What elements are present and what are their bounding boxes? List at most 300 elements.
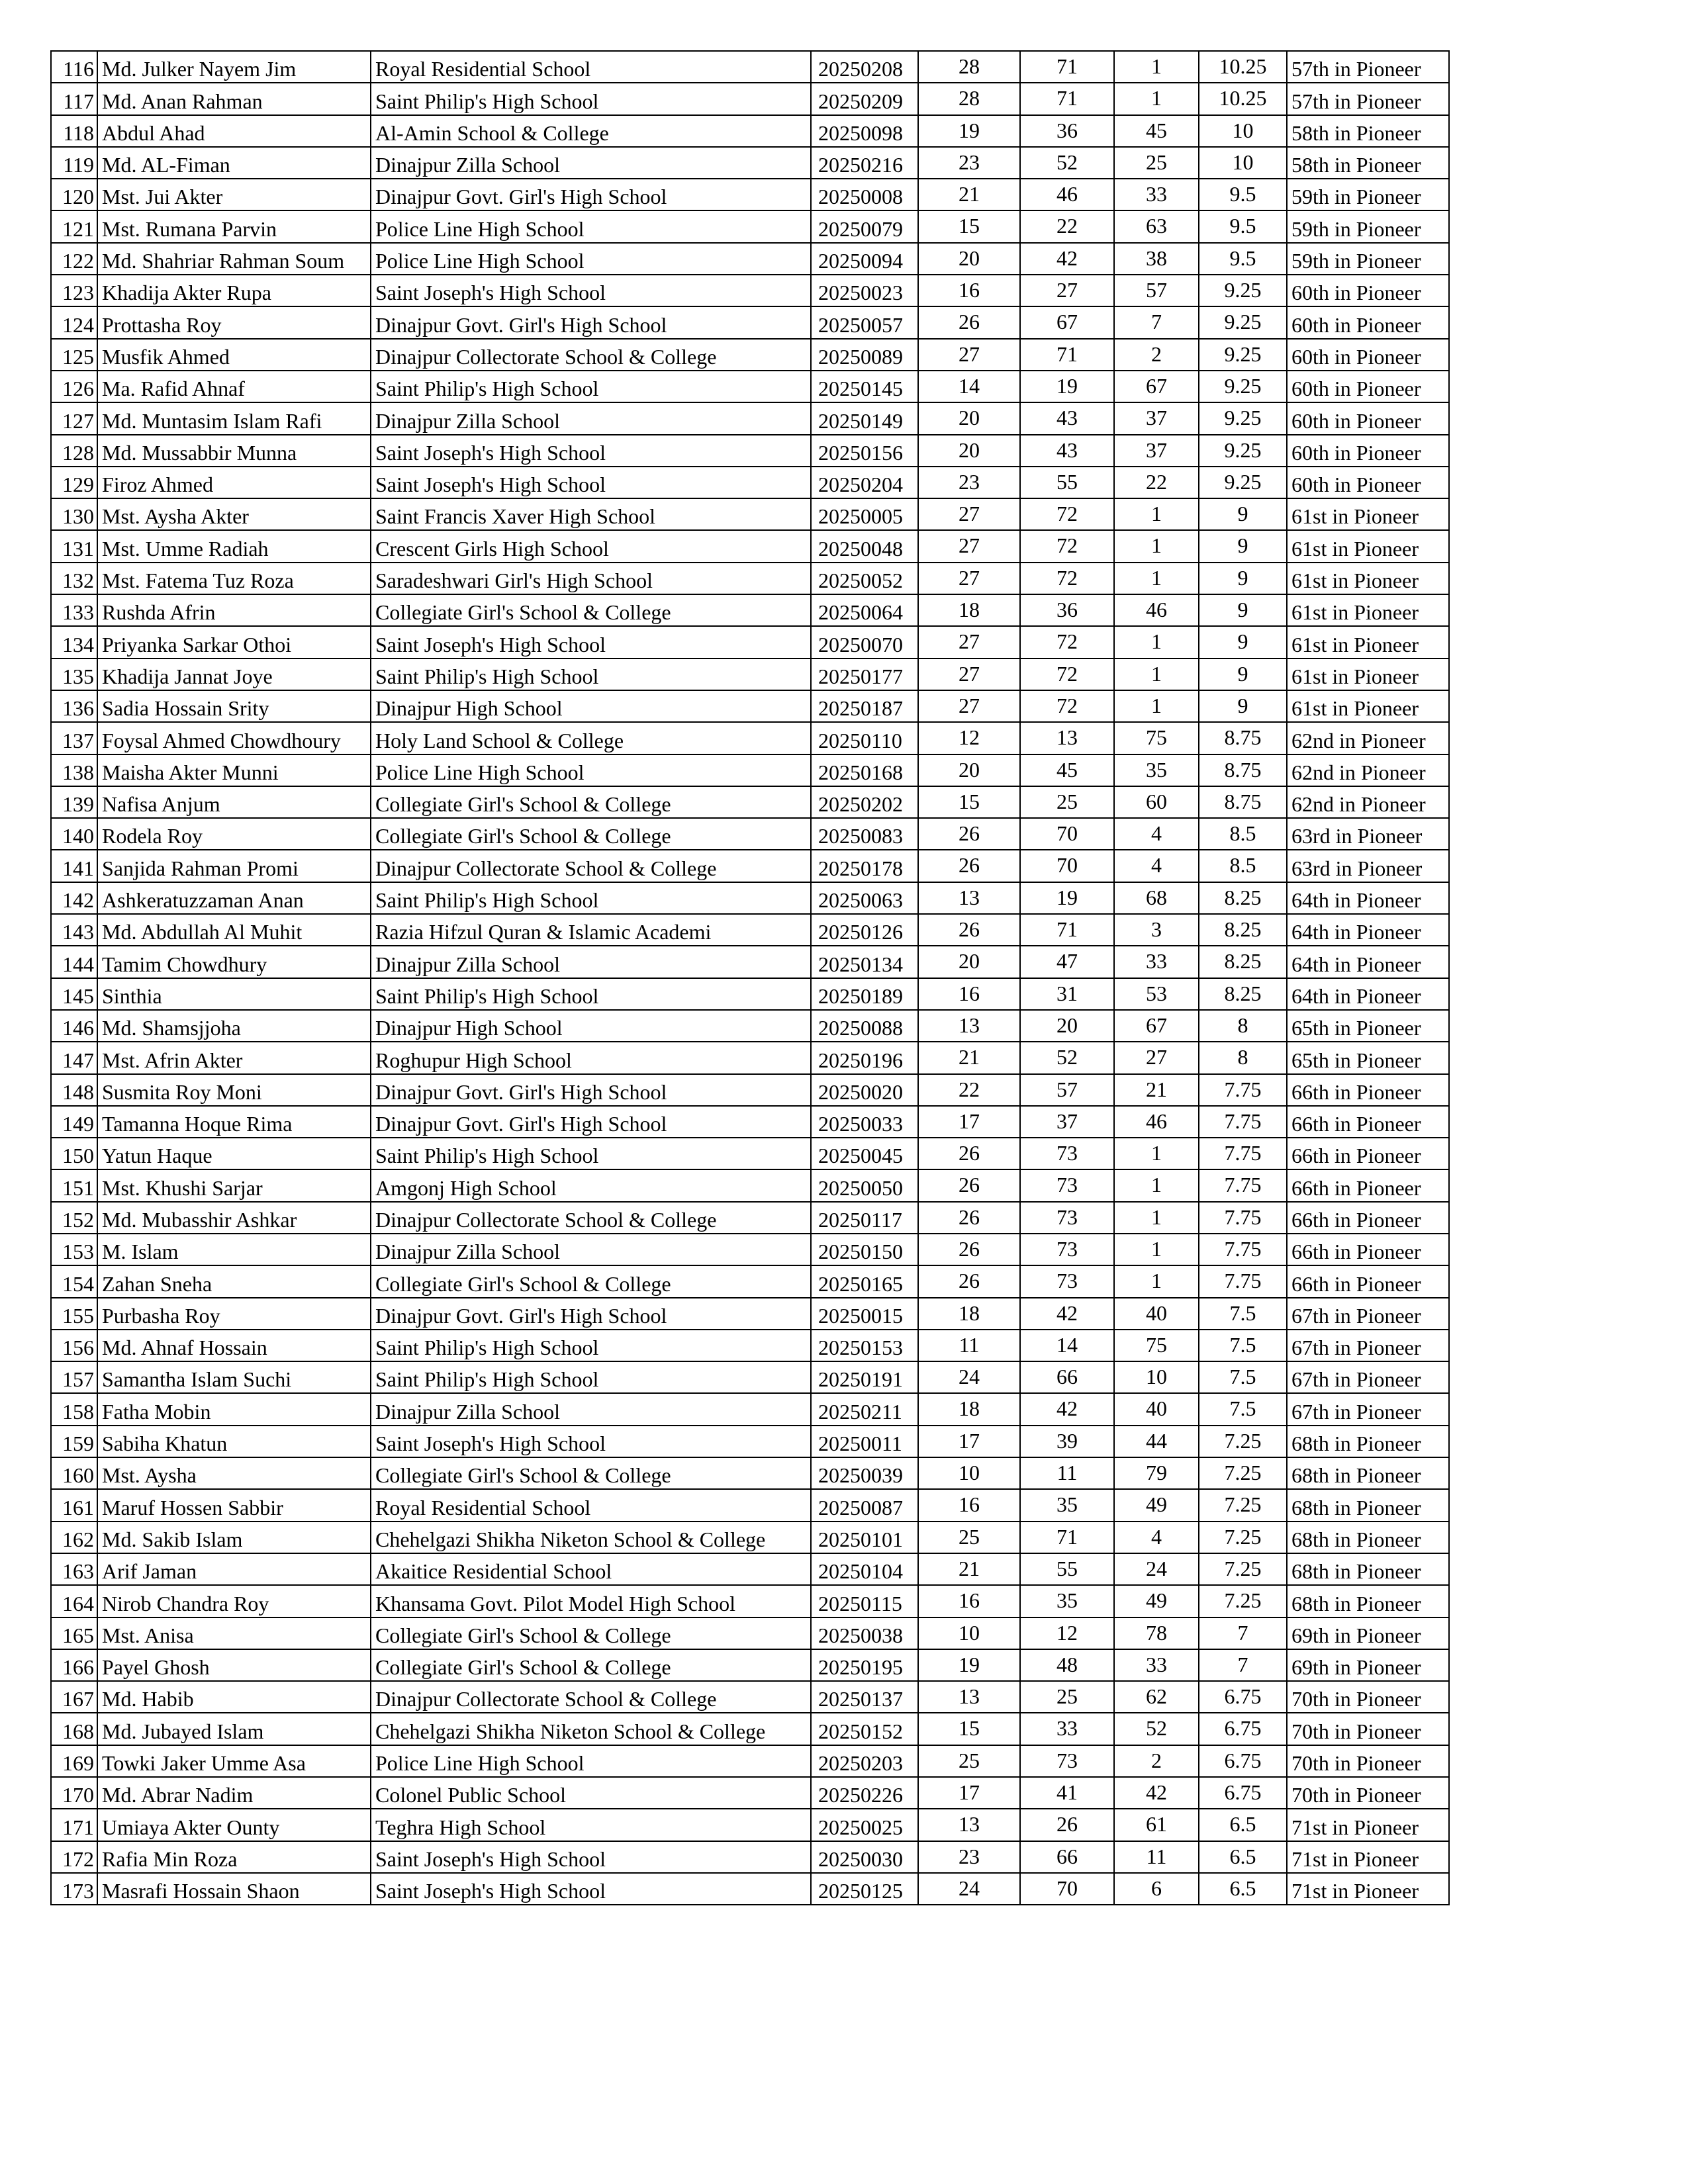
skipped-count-cell: 79 <box>1114 1457 1199 1489</box>
roll-id-cell: 20250030 <box>811 1841 918 1873</box>
school-name-cell: Saint Philip's High School <box>371 659 811 690</box>
score-cell: 6.5 <box>1199 1841 1287 1873</box>
roll-id-cell: 20250153 <box>811 1330 918 1361</box>
table-row <box>51 1393 1449 1425</box>
skipped-count-cell: 6 <box>1114 1873 1199 1905</box>
serial-cell: 121 <box>51 210 97 242</box>
correct-count-cell: 17 <box>918 1426 1020 1457</box>
roll-id-cell: 20250196 <box>811 1042 918 1073</box>
skipped-count-cell: 1 <box>1114 690 1199 722</box>
roll-id-cell: 20250165 <box>811 1265 918 1297</box>
position-cell: 71st in Pioneer <box>1287 1841 1449 1873</box>
table-row <box>51 659 1449 690</box>
correct-count-cell: 26 <box>918 1202 1020 1234</box>
serial-cell: 129 <box>51 467 97 498</box>
score-cell: 10 <box>1199 147 1287 179</box>
skipped-count-cell: 10 <box>1114 1361 1199 1393</box>
correct-count-cell: 13 <box>918 882 1020 914</box>
position-cell: 60th in Pioneer <box>1287 275 1449 306</box>
wrong-count-cell: 73 <box>1020 1745 1114 1777</box>
roll-id-cell: 20250052 <box>811 563 918 594</box>
student-name-cell: Musfik Ahmed <box>97 339 371 371</box>
student-name-cell: Umiaya Akter Ounty <box>97 1809 371 1841</box>
correct-count-cell: 27 <box>918 339 1020 371</box>
score-cell: 6.75 <box>1199 1681 1287 1713</box>
serial-cell: 134 <box>51 626 97 658</box>
serial-cell: 172 <box>51 1841 97 1873</box>
score-cell: 8.25 <box>1199 914 1287 946</box>
student-name-cell: Md. Sakib Islam <box>97 1522 371 1553</box>
table-row <box>51 115 1449 147</box>
table-row <box>51 467 1449 498</box>
position-cell: 60th in Pioneer <box>1287 371 1449 402</box>
school-name-cell: Collegiate Girl's School & College <box>371 786 811 818</box>
position-cell: 66th in Pioneer <box>1287 1169 1449 1201</box>
serial-cell: 150 <box>51 1138 97 1169</box>
roll-id-cell: 20250202 <box>811 786 918 818</box>
school-name-cell: Dinajpur Collectorate School & College <box>371 850 811 882</box>
school-name-cell: Chehelgazi Shikha Niketon School & College <box>371 1713 811 1745</box>
roll-id-cell: 20250216 <box>811 147 918 179</box>
position-cell: 61st in Pioneer <box>1287 563 1449 594</box>
score-cell: 7.25 <box>1199 1553 1287 1585</box>
score-cell: 9.25 <box>1199 306 1287 338</box>
skipped-count-cell: 44 <box>1114 1426 1199 1457</box>
student-name-cell: Foysal Ahmed Chowdhoury <box>97 722 371 754</box>
table-row <box>51 563 1449 594</box>
correct-count-cell: 19 <box>918 1649 1020 1681</box>
skipped-count-cell: 2 <box>1114 1745 1199 1777</box>
correct-count-cell: 14 <box>918 371 1020 402</box>
skipped-count-cell: 21 <box>1114 1074 1199 1106</box>
roll-id-cell: 20250178 <box>811 850 918 882</box>
table-row <box>51 371 1449 402</box>
wrong-count-cell: 47 <box>1020 946 1114 978</box>
score-cell: 9.5 <box>1199 210 1287 242</box>
student-name-cell: Md. Ahnaf Hossain <box>97 1330 371 1361</box>
table-row <box>51 754 1449 786</box>
skipped-count-cell: 60 <box>1114 786 1199 818</box>
table-row <box>51 83 1449 114</box>
wrong-count-cell: 72 <box>1020 626 1114 658</box>
position-cell: 61st in Pioneer <box>1287 690 1449 722</box>
school-name-cell: Collegiate Girl's School & College <box>371 1265 811 1297</box>
skipped-count-cell: 46 <box>1114 1106 1199 1138</box>
skipped-count-cell: 37 <box>1114 435 1199 467</box>
roll-id-cell: 20250168 <box>811 754 918 786</box>
school-name-cell: Saint Joseph's High School <box>371 1426 811 1457</box>
position-cell: 68th in Pioneer <box>1287 1585 1449 1617</box>
serial-cell: 143 <box>51 914 97 946</box>
student-name-cell: Mst. Aysha Akter <box>97 498 371 530</box>
school-name-cell: Saint Philip's High School <box>371 978 811 1010</box>
wrong-count-cell: 72 <box>1020 690 1114 722</box>
table-row <box>51 1841 1449 1873</box>
serial-cell: 117 <box>51 83 97 114</box>
school-name-cell: Dinajpur High School <box>371 690 811 722</box>
skipped-count-cell: 22 <box>1114 467 1199 498</box>
score-cell: 8.75 <box>1199 754 1287 786</box>
position-cell: 66th in Pioneer <box>1287 1234 1449 1265</box>
skipped-count-cell: 33 <box>1114 946 1199 978</box>
position-cell: 61st in Pioneer <box>1287 498 1449 530</box>
wrong-count-cell: 42 <box>1020 1298 1114 1330</box>
correct-count-cell: 16 <box>918 1489 1020 1521</box>
correct-count-cell: 15 <box>918 786 1020 818</box>
skipped-count-cell: 1 <box>1114 51 1199 83</box>
roll-id-cell: 20250083 <box>811 818 918 850</box>
wrong-count-cell: 25 <box>1020 1681 1114 1713</box>
student-name-cell: Maruf Hossen Sabbir <box>97 1489 371 1521</box>
student-name-cell: Mst. Umme Radiah <box>97 530 371 562</box>
table-row <box>51 1169 1449 1201</box>
position-cell: 61st in Pioneer <box>1287 594 1449 626</box>
student-name-cell: Mst. Fatema Tuz Roza <box>97 563 371 594</box>
school-name-cell: Dinajpur Govt. Girl's High School <box>371 179 811 210</box>
position-cell: 57th in Pioneer <box>1287 83 1449 114</box>
serial-cell: 153 <box>51 1234 97 1265</box>
score-cell: 7 <box>1199 1649 1287 1681</box>
skipped-count-cell: 49 <box>1114 1489 1199 1521</box>
table-row <box>51 1234 1449 1265</box>
serial-cell: 156 <box>51 1330 97 1361</box>
school-name-cell: Saint Francis Xaver High School <box>371 498 811 530</box>
wrong-count-cell: 52 <box>1020 147 1114 179</box>
table-row <box>51 1330 1449 1361</box>
skipped-count-cell: 78 <box>1114 1617 1199 1649</box>
correct-count-cell: 26 <box>918 1169 1020 1201</box>
serial-cell: 140 <box>51 818 97 850</box>
skipped-count-cell: 38 <box>1114 243 1199 275</box>
position-cell: 59th in Pioneer <box>1287 210 1449 242</box>
table-row <box>51 210 1449 242</box>
school-name-cell: Dinajpur Govt. Girl's High School <box>371 306 811 338</box>
score-cell: 7.5 <box>1199 1361 1287 1393</box>
correct-count-cell: 13 <box>918 1010 1020 1042</box>
roll-id-cell: 20250025 <box>811 1809 918 1841</box>
wrong-count-cell: 73 <box>1020 1234 1114 1265</box>
correct-count-cell: 20 <box>918 946 1020 978</box>
score-cell: 8.5 <box>1199 818 1287 850</box>
serial-cell: 149 <box>51 1106 97 1138</box>
serial-cell: 119 <box>51 147 97 179</box>
wrong-count-cell: 46 <box>1020 179 1114 210</box>
serial-cell: 158 <box>51 1393 97 1425</box>
roll-id-cell: 20250050 <box>811 1169 918 1201</box>
position-cell: 60th in Pioneer <box>1287 402 1449 434</box>
correct-count-cell: 10 <box>918 1617 1020 1649</box>
serial-cell: 157 <box>51 1361 97 1393</box>
serial-cell: 173 <box>51 1873 97 1905</box>
school-name-cell: Saint Philip's High School <box>371 1330 811 1361</box>
table-row <box>51 1426 1449 1457</box>
wrong-count-cell: 71 <box>1020 1522 1114 1553</box>
table-row <box>51 435 1449 467</box>
roll-id-cell: 20250191 <box>811 1361 918 1393</box>
student-name-cell: Rodela Roy <box>97 818 371 850</box>
school-name-cell: Saint Joseph's High School <box>371 435 811 467</box>
wrong-count-cell: 55 <box>1020 1553 1114 1585</box>
skipped-count-cell: 1 <box>1114 1234 1199 1265</box>
student-name-cell: Khadija Akter Rupa <box>97 275 371 306</box>
school-name-cell: Saradeshwari Girl's High School <box>371 563 811 594</box>
score-cell: 9.25 <box>1199 402 1287 434</box>
skipped-count-cell: 1 <box>1114 1169 1199 1201</box>
school-name-cell: Saint Joseph's High School <box>371 275 811 306</box>
roll-id-cell: 20250008 <box>811 179 918 210</box>
skipped-count-cell: 75 <box>1114 722 1199 754</box>
table-row <box>51 1522 1449 1553</box>
score-cell: 9 <box>1199 626 1287 658</box>
roll-id-cell: 20250150 <box>811 1234 918 1265</box>
roll-id-cell: 20250204 <box>811 467 918 498</box>
serial-cell: 147 <box>51 1042 97 1073</box>
roll-id-cell: 20250064 <box>811 594 918 626</box>
table-row <box>51 818 1449 850</box>
correct-count-cell: 15 <box>918 1713 1020 1745</box>
school-name-cell: Dinajpur Govt. Girl's High School <box>371 1074 811 1106</box>
position-cell: 61st in Pioneer <box>1287 659 1449 690</box>
score-cell: 10.25 <box>1199 51 1287 83</box>
skipped-count-cell: 3 <box>1114 914 1199 946</box>
skipped-count-cell: 4 <box>1114 850 1199 882</box>
correct-count-cell: 18 <box>918 1393 1020 1425</box>
roll-id-cell: 20250117 <box>811 1202 918 1234</box>
serial-cell: 133 <box>51 594 97 626</box>
score-cell: 8.75 <box>1199 722 1287 754</box>
student-name-cell: Nafisa Anjum <box>97 786 371 818</box>
wrong-count-cell: 72 <box>1020 498 1114 530</box>
table-row <box>51 1681 1449 1713</box>
roll-id-cell: 20250137 <box>811 1681 918 1713</box>
correct-count-cell: 25 <box>918 1745 1020 1777</box>
wrong-count-cell: 66 <box>1020 1361 1114 1393</box>
school-name-cell: Collegiate Girl's School & College <box>371 594 811 626</box>
table-row <box>51 1873 1449 1905</box>
serial-cell: 141 <box>51 850 97 882</box>
school-name-cell: Dinajpur Collectorate School & College <box>371 339 811 371</box>
skipped-count-cell: 61 <box>1114 1809 1199 1841</box>
student-name-cell: Samantha Islam Suchi <box>97 1361 371 1393</box>
serial-cell: 118 <box>51 115 97 147</box>
skipped-count-cell: 2 <box>1114 339 1199 371</box>
table-row <box>51 1585 1449 1617</box>
position-cell: 65th in Pioneer <box>1287 1042 1449 1073</box>
student-name-cell: Mst. Afrin Akter <box>97 1042 371 1073</box>
skipped-count-cell: 4 <box>1114 1522 1199 1553</box>
student-name-cell: Md. Anan Rahman <box>97 83 371 114</box>
table-row <box>51 530 1449 562</box>
position-cell: 69th in Pioneer <box>1287 1649 1449 1681</box>
serial-cell: 152 <box>51 1202 97 1234</box>
table-row <box>51 275 1449 306</box>
serial-cell: 146 <box>51 1010 97 1042</box>
serial-cell: 137 <box>51 722 97 754</box>
position-cell: 66th in Pioneer <box>1287 1074 1449 1106</box>
serial-cell: 166 <box>51 1649 97 1681</box>
roll-id-cell: 20250189 <box>811 978 918 1010</box>
student-name-cell: Md. Julker Nayem Jim <box>97 51 371 83</box>
student-name-cell: Mst. Jui Akter <box>97 179 371 210</box>
correct-count-cell: 26 <box>918 850 1020 882</box>
roll-id-cell: 20250126 <box>811 914 918 946</box>
score-cell: 8 <box>1199 1010 1287 1042</box>
score-cell: 6.75 <box>1199 1745 1287 1777</box>
score-cell: 9.25 <box>1199 275 1287 306</box>
position-cell: 68th in Pioneer <box>1287 1489 1449 1521</box>
roll-id-cell: 20250110 <box>811 722 918 754</box>
serial-cell: 159 <box>51 1426 97 1457</box>
table-row <box>51 498 1449 530</box>
wrong-count-cell: 70 <box>1020 1873 1114 1905</box>
school-name-cell: Collegiate Girl's School & College <box>371 1457 811 1489</box>
skipped-count-cell: 1 <box>1114 1202 1199 1234</box>
serial-cell: 148 <box>51 1074 97 1106</box>
wrong-count-cell: 72 <box>1020 530 1114 562</box>
wrong-count-cell: 19 <box>1020 882 1114 914</box>
correct-count-cell: 26 <box>918 306 1020 338</box>
serial-cell: 131 <box>51 530 97 562</box>
skipped-count-cell: 1 <box>1114 498 1199 530</box>
roll-id-cell: 20250134 <box>811 946 918 978</box>
wrong-count-cell: 66 <box>1020 1841 1114 1873</box>
table-row <box>51 914 1449 946</box>
student-name-cell: Firoz Ahmed <box>97 467 371 498</box>
score-cell: 8.5 <box>1199 850 1287 882</box>
score-cell: 7.75 <box>1199 1169 1287 1201</box>
score-cell: 7.75 <box>1199 1106 1287 1138</box>
position-cell: 70th in Pioneer <box>1287 1777 1449 1809</box>
wrong-count-cell: 36 <box>1020 115 1114 147</box>
roll-id-cell: 20250079 <box>811 210 918 242</box>
table-row <box>51 243 1449 275</box>
school-name-cell: Collegiate Girl's School & College <box>371 818 811 850</box>
wrong-count-cell: 36 <box>1020 594 1114 626</box>
score-cell: 9.5 <box>1199 179 1287 210</box>
table-row <box>51 1489 1449 1521</box>
score-cell: 6.75 <box>1199 1777 1287 1809</box>
roll-id-cell: 20250203 <box>811 1745 918 1777</box>
score-cell: 9 <box>1199 659 1287 690</box>
student-name-cell: Ashkeratuzzaman Anan <box>97 882 371 914</box>
correct-count-cell: 26 <box>918 1265 1020 1297</box>
table-row <box>51 1713 1449 1745</box>
student-name-cell: Khadija Jannat Joye <box>97 659 371 690</box>
serial-cell: 132 <box>51 563 97 594</box>
wrong-count-cell: 57 <box>1020 1074 1114 1106</box>
student-name-cell: Masrafi Hossain Shaon <box>97 1873 371 1905</box>
wrong-count-cell: 52 <box>1020 1042 1114 1073</box>
score-cell: 8.25 <box>1199 978 1287 1010</box>
roll-id-cell: 20250033 <box>811 1106 918 1138</box>
position-cell: 70th in Pioneer <box>1287 1713 1449 1745</box>
student-name-cell: Md. Habib <box>97 1681 371 1713</box>
table-row <box>51 179 1449 210</box>
serial-cell: 170 <box>51 1777 97 1809</box>
table-row <box>51 402 1449 434</box>
correct-count-cell: 28 <box>918 51 1020 83</box>
score-cell: 10.25 <box>1199 83 1287 114</box>
score-cell: 9 <box>1199 563 1287 594</box>
skipped-count-cell: 1 <box>1114 1265 1199 1297</box>
wrong-count-cell: 43 <box>1020 435 1114 467</box>
position-cell: 67th in Pioneer <box>1287 1393 1449 1425</box>
score-cell: 9 <box>1199 594 1287 626</box>
serial-cell: 139 <box>51 786 97 818</box>
table-row <box>51 978 1449 1010</box>
school-name-cell: Police Line High School <box>371 1745 811 1777</box>
skipped-count-cell: 11 <box>1114 1841 1199 1873</box>
wrong-count-cell: 73 <box>1020 1265 1114 1297</box>
position-cell: 62nd in Pioneer <box>1287 722 1449 754</box>
roll-id-cell: 20250005 <box>811 498 918 530</box>
serial-cell: 120 <box>51 179 97 210</box>
correct-count-cell: 13 <box>918 1681 1020 1713</box>
roll-id-cell: 20250087 <box>811 1489 918 1521</box>
table-row <box>51 1010 1449 1042</box>
correct-count-cell: 24 <box>918 1361 1020 1393</box>
roll-id-cell: 20250104 <box>811 1553 918 1585</box>
roll-id-cell: 20250088 <box>811 1010 918 1042</box>
roll-id-cell: 20250057 <box>811 306 918 338</box>
wrong-count-cell: 71 <box>1020 914 1114 946</box>
school-name-cell: Roghupur High School <box>371 1042 811 1073</box>
position-cell: 61st in Pioneer <box>1287 626 1449 658</box>
student-name-cell: Md. Abdullah Al Muhit <box>97 914 371 946</box>
correct-count-cell: 16 <box>918 1585 1020 1617</box>
wrong-count-cell: 41 <box>1020 1777 1114 1809</box>
score-cell: 7.25 <box>1199 1522 1287 1553</box>
wrong-count-cell: 55 <box>1020 467 1114 498</box>
table-row <box>51 1745 1449 1777</box>
student-name-cell: Payel Ghosh <box>97 1649 371 1681</box>
correct-count-cell: 23 <box>918 1841 1020 1873</box>
correct-count-cell: 28 <box>918 83 1020 114</box>
skipped-count-cell: 25 <box>1114 147 1199 179</box>
roll-id-cell: 20250015 <box>811 1298 918 1330</box>
serial-cell: 154 <box>51 1265 97 1297</box>
table-row <box>51 1042 1449 1073</box>
skipped-count-cell: 33 <box>1114 179 1199 210</box>
school-name-cell: Al-Amin School & College <box>371 115 811 147</box>
position-cell: 62nd in Pioneer <box>1287 754 1449 786</box>
score-cell: 7.5 <box>1199 1393 1287 1425</box>
table-row <box>51 51 1449 83</box>
roll-id-cell: 20250149 <box>811 402 918 434</box>
roll-id-cell: 20250125 <box>811 1873 918 1905</box>
serial-cell: 122 <box>51 243 97 275</box>
serial-cell: 145 <box>51 978 97 1010</box>
position-cell: 70th in Pioneer <box>1287 1745 1449 1777</box>
wrong-count-cell: 39 <box>1020 1426 1114 1457</box>
position-cell: 71st in Pioneer <box>1287 1873 1449 1905</box>
serial-cell: 116 <box>51 51 97 83</box>
position-cell: 65th in Pioneer <box>1287 1010 1449 1042</box>
correct-count-cell: 27 <box>918 563 1020 594</box>
position-cell: 66th in Pioneer <box>1287 1265 1449 1297</box>
table-row <box>51 850 1449 882</box>
position-cell: 62nd in Pioneer <box>1287 786 1449 818</box>
student-name-cell: Md. Mubasshir Ashkar <box>97 1202 371 1234</box>
position-cell: 68th in Pioneer <box>1287 1426 1449 1457</box>
score-cell: 6.75 <box>1199 1713 1287 1745</box>
serial-cell: 151 <box>51 1169 97 1201</box>
student-name-cell: Rushda Afrin <box>97 594 371 626</box>
correct-count-cell: 26 <box>918 1138 1020 1169</box>
table-row <box>51 786 1449 818</box>
position-cell: 60th in Pioneer <box>1287 467 1449 498</box>
position-cell: 63rd in Pioneer <box>1287 850 1449 882</box>
